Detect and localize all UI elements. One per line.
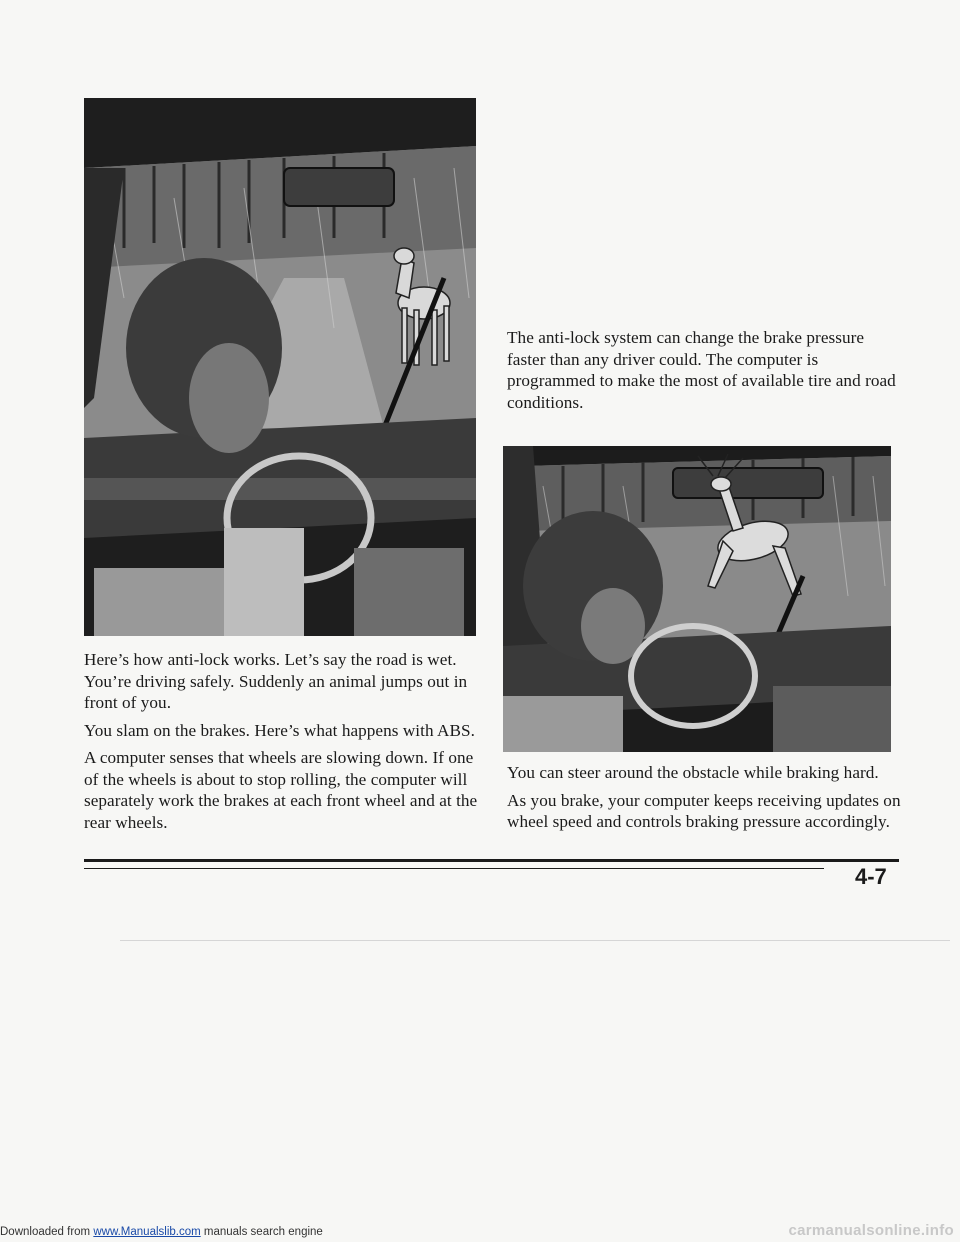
footer-rule-thin <box>84 868 824 869</box>
paragraph-how-antilock-works: Here’s how anti-lock works. Let’s say the road is wet. You’re driving safely. Suddenly an animal jumps out in front of you. <box>84 650 468 712</box>
right-column-text <box>507 762 907 839</box>
paragraph-slam-brakes: You slam on the brakes. Here’s what happens with ABS. <box>84 720 475 740</box>
paragraph-steer-around: You can steer around the obstacle while braking hard. <box>507 763 879 782</box>
download-footer <box>0 1226 323 1238</box>
left-column-text <box>84 649 484 839</box>
page-number: 4-7 <box>855 864 887 889</box>
footer-rule-thick <box>84 859 899 862</box>
manualslib-link[interactable]: www.Manualslib.com <box>93 1226 201 1238</box>
download-prefix: Downloaded from <box>0 1226 94 1238</box>
steering-around-deer-drawing <box>503 446 891 752</box>
site-watermark: carmanualsonline.info <box>788 1222 954 1239</box>
right-column-intro <box>507 327 897 419</box>
download-suffix: manuals search engine <box>200 1226 323 1238</box>
driver-sees-deer-drawing <box>84 98 476 636</box>
illustration-driver-sees-deer <box>84 98 476 636</box>
paragraph-brake-pressure: The anti-lock system can change the brake pressure faster than any driver could. The computer is programmed to make the most of available tire and road conditions. <box>507 328 896 412</box>
paragraph-computer-senses: A computer senses that wheels are slowing down. If one of the wheels is about to stop rolling, the computer will separately work the brakes at each front wheel and at the rear wheels. <box>84 748 478 832</box>
paragraph-computer-updates: As you brake, your computer keeps receiving updates on wheel speed and controls braking pressure accordingly. <box>507 790 901 831</box>
illustration-steering-around-deer <box>503 446 891 752</box>
scan-artifact-line <box>120 940 950 941</box>
